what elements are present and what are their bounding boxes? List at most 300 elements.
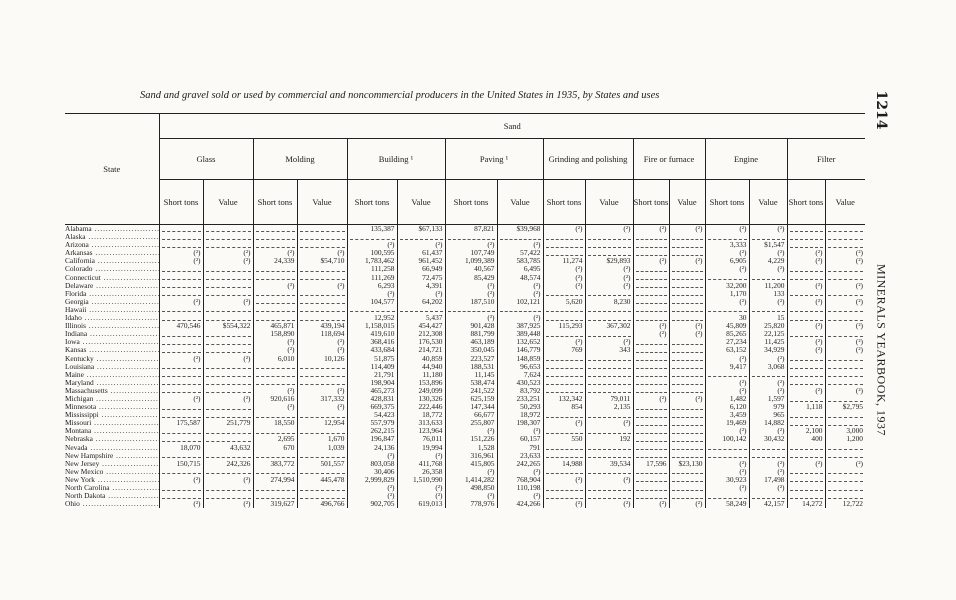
data-cell <box>159 241 203 249</box>
data-cell: 233,251 <box>497 395 543 403</box>
data-cell: 100,595 <box>347 249 397 257</box>
table-row <box>65 468 865 476</box>
data-cell <box>705 492 749 500</box>
data-cell: 2,100 <box>787 427 825 435</box>
data-cell: 15 <box>749 314 787 322</box>
data-cell: 463,189 <box>445 338 497 346</box>
data-cell: 901,428 <box>445 322 497 330</box>
data-cell: 58,249 <box>705 500 749 508</box>
data-cell: 87,821 <box>445 225 497 234</box>
data-cell <box>825 274 865 282</box>
data-cell: 769 <box>543 346 585 354</box>
data-cell: (²) <box>543 419 585 427</box>
state-name: Massachusetts ..... <box>65 387 159 395</box>
state-name-cell <box>65 419 159 427</box>
data-cell: 158,890 <box>253 330 297 338</box>
data-cell <box>787 290 825 298</box>
data-cell: (²) <box>705 379 749 387</box>
data-cell: 11,180 <box>397 371 445 379</box>
data-cell: (²) <box>253 338 297 346</box>
data-cell <box>825 419 865 427</box>
state-name-cell <box>65 355 159 363</box>
data-cell: (²) <box>445 468 497 476</box>
data-cell <box>669 435 705 443</box>
data-cell <box>543 233 585 241</box>
data-cell: (²) <box>749 460 787 468</box>
data-cell <box>787 476 825 484</box>
data-cell: (²) <box>497 468 543 476</box>
data-cell: 196,847 <box>347 435 397 443</box>
data-cell <box>397 233 445 241</box>
data-cell <box>787 484 825 492</box>
data-cell: 102,121 <box>497 298 543 306</box>
state-name: Florida ..... <box>65 290 159 298</box>
data-cell <box>253 306 297 314</box>
data-cell <box>749 371 787 379</box>
data-cell: 8,230 <box>585 298 633 306</box>
data-cell: 14,988 <box>543 460 585 468</box>
state-name-cell <box>65 492 159 500</box>
state-name: New York ..... <box>65 476 159 484</box>
data-cell: $2,795 <box>825 403 865 411</box>
data-cell <box>159 427 203 435</box>
data-cell: 187,510 <box>445 298 497 306</box>
use-header: Glass <box>159 139 253 180</box>
data-cell: (²) <box>585 265 633 273</box>
data-cell: (²) <box>633 500 669 508</box>
data-cell: (²) <box>497 290 543 298</box>
data-cell <box>585 249 633 257</box>
data-cell: 63,152 <box>705 346 749 354</box>
data-cell: 961,452 <box>397 257 445 265</box>
data-cell <box>633 492 669 500</box>
data-cell <box>203 338 253 346</box>
state-name: Missouri ..... <box>65 419 159 427</box>
data-cell: 6,905 <box>705 257 749 265</box>
value-header: Value <box>825 180 865 225</box>
data-cell: 1,099,389 <box>445 257 497 265</box>
state-name-cell <box>65 371 159 379</box>
data-cell: 96,653 <box>497 363 543 371</box>
state-name-cell <box>65 322 159 330</box>
sand-group-header: Sand <box>159 114 865 139</box>
data-cell <box>633 484 669 492</box>
data-cell: 34,929 <box>749 346 787 354</box>
table-row <box>65 330 865 338</box>
data-cell: 368,416 <box>347 338 397 346</box>
short-tons-header: Short tons <box>543 180 585 225</box>
data-cell: (²) <box>397 290 445 298</box>
data-cell: 1,200 <box>825 435 865 443</box>
data-cell: (²) <box>543 265 585 273</box>
state-name-cell <box>65 298 159 306</box>
data-cell: (²) <box>633 257 669 265</box>
data-cell <box>543 444 585 452</box>
data-cell: 132,652 <box>497 338 543 346</box>
value-header: Value <box>297 180 347 225</box>
data-cell: 85,265 <box>705 330 749 338</box>
table-row <box>65 257 865 265</box>
data-cell: (²) <box>705 387 749 395</box>
data-cell <box>203 330 253 338</box>
data-cell <box>825 290 865 298</box>
data-cell: (²) <box>347 241 397 249</box>
data-cell: (²) <box>825 257 865 265</box>
data-cell <box>585 387 633 395</box>
data-cell: (²) <box>749 379 787 387</box>
data-cell: 14,882 <box>749 419 787 427</box>
data-cell <box>825 363 865 371</box>
table-row <box>65 346 865 354</box>
data-cell: 6,495 <box>497 265 543 273</box>
data-cell: 114,409 <box>347 363 397 371</box>
data-cell: $39,968 <box>497 225 543 234</box>
data-cell <box>203 363 253 371</box>
data-cell: 40,859 <box>397 355 445 363</box>
data-cell: (²) <box>543 274 585 282</box>
data-cell: 2,695 <box>253 435 297 443</box>
data-cell: 135,387 <box>347 225 397 234</box>
data-cell <box>633 435 669 443</box>
table-row <box>65 306 865 314</box>
data-cell: 1,510,990 <box>397 476 445 484</box>
state-name: Minnesota ..... <box>65 403 159 411</box>
data-cell: 198,307 <box>497 419 543 427</box>
state-name-cell <box>65 387 159 395</box>
data-cell: (²) <box>397 492 445 500</box>
data-cell: 40,567 <box>445 265 497 273</box>
state-name: Illinois ..... <box>65 322 159 330</box>
data-cell: 669,375 <box>347 403 397 411</box>
data-cell: 130,326 <box>397 395 445 403</box>
data-cell <box>297 484 347 492</box>
data-cell: 223,527 <box>445 355 497 363</box>
data-cell <box>297 290 347 298</box>
data-cell <box>159 338 203 346</box>
data-cell: 1,482 <box>705 395 749 403</box>
data-cell <box>159 274 203 282</box>
state-name: Nebraska ..... <box>65 435 159 443</box>
data-cell <box>543 468 585 476</box>
state-name: Kentucky ..... <box>65 355 159 363</box>
data-cell <box>203 371 253 379</box>
data-cell <box>787 330 825 338</box>
data-cell: (²) <box>297 387 347 395</box>
data-cell <box>585 363 633 371</box>
data-cell: 104,577 <box>347 298 397 306</box>
data-cell: 3,333 <box>705 241 749 249</box>
data-cell <box>297 363 347 371</box>
data-cell: 11,200 <box>749 282 787 290</box>
data-cell <box>297 452 347 460</box>
data-cell: (²) <box>749 468 787 476</box>
data-cell <box>633 274 669 282</box>
data-cell: 146,779 <box>497 346 543 354</box>
data-cell <box>669 363 705 371</box>
data-cell <box>297 468 347 476</box>
table-row <box>65 492 865 500</box>
data-cell <box>825 468 865 476</box>
data-cell: 1,670 <box>297 435 347 443</box>
data-cell <box>669 249 705 257</box>
data-cell: 1,597 <box>749 395 787 403</box>
table-row <box>65 500 865 508</box>
data-cell <box>669 403 705 411</box>
data-cell <box>669 306 705 314</box>
data-cell <box>203 306 253 314</box>
value-header: Value <box>669 180 705 225</box>
data-cell: (²) <box>159 355 203 363</box>
data-cell <box>159 452 203 460</box>
state-name-cell <box>65 338 159 346</box>
data-cell: (²) <box>705 460 749 468</box>
data-cell <box>669 274 705 282</box>
data-cell <box>347 306 397 314</box>
data-cell: (²) <box>445 290 497 298</box>
data-cell <box>159 363 203 371</box>
data-cell: (²) <box>203 257 253 265</box>
state-name-cell <box>65 346 159 354</box>
data-cell <box>585 379 633 387</box>
data-cell: (²) <box>705 427 749 435</box>
data-cell <box>705 233 749 241</box>
data-cell: 24,136 <box>347 444 397 452</box>
data-cell <box>787 306 825 314</box>
table-row <box>65 274 865 282</box>
data-cell <box>203 379 253 387</box>
data-cell: (²) <box>787 257 825 265</box>
data-cell: (²) <box>787 282 825 290</box>
data-cell: (²) <box>253 387 297 395</box>
state-name: North Dakota ..... <box>65 492 159 500</box>
state-name-cell <box>65 233 159 241</box>
data-cell: 118,694 <box>297 330 347 338</box>
data-cell: 498,850 <box>445 484 497 492</box>
state-name: Michigan ..... <box>65 395 159 403</box>
data-cell <box>203 290 253 298</box>
data-cell <box>253 411 297 419</box>
data-cell <box>825 355 865 363</box>
data-cell <box>633 476 669 484</box>
data-cell: 76,011 <box>397 435 445 443</box>
data-cell: (²) <box>749 484 787 492</box>
data-cell: 319,627 <box>253 500 297 508</box>
data-cell <box>585 452 633 460</box>
data-cell <box>297 306 347 314</box>
data-cell: 778,976 <box>445 500 497 508</box>
data-cell <box>669 452 705 460</box>
data-cell <box>669 290 705 298</box>
data-cell <box>203 274 253 282</box>
data-cell: (²) <box>347 290 397 298</box>
data-cell <box>253 484 297 492</box>
data-cell: 100,142 <box>705 435 749 443</box>
data-cell <box>705 444 749 452</box>
data-cell: 10,126 <box>297 355 347 363</box>
data-cell: (²) <box>585 419 633 427</box>
data-cell: 465,273 <box>347 387 397 395</box>
data-cell: (²) <box>253 346 297 354</box>
data-cell <box>585 306 633 314</box>
table-row <box>65 484 865 492</box>
use-header: Filter <box>787 139 865 180</box>
data-cell: (²) <box>705 484 749 492</box>
data-cell: (²) <box>585 338 633 346</box>
data-cell <box>669 371 705 379</box>
data-cell: 5,620 <box>543 298 585 306</box>
data-cell: (²) <box>585 282 633 290</box>
state-name: Mississippi ..... <box>65 411 159 419</box>
data-cell <box>203 265 253 273</box>
data-cell: (²) <box>633 330 669 338</box>
data-cell <box>585 411 633 419</box>
data-cell: 262,215 <box>347 427 397 435</box>
data-cell: 18,070 <box>159 444 203 452</box>
data-cell <box>253 241 297 249</box>
state-name-cell <box>65 225 159 234</box>
data-cell: (²) <box>669 225 705 234</box>
data-cell <box>633 468 669 476</box>
data-cell: (²) <box>497 241 543 249</box>
table-row <box>65 282 865 290</box>
data-cell: (²) <box>253 249 297 257</box>
data-cell <box>543 314 585 322</box>
data-cell: 25,820 <box>749 322 787 330</box>
state-name-cell <box>65 306 159 314</box>
state-header: State <box>65 114 159 225</box>
data-cell: (²) <box>749 387 787 395</box>
data-cell <box>633 444 669 452</box>
data-cell <box>497 233 543 241</box>
data-cell <box>633 371 669 379</box>
data-cell: (²) <box>749 427 787 435</box>
state-name-cell <box>65 265 159 273</box>
data-cell: 45,809 <box>705 322 749 330</box>
table-row <box>65 298 865 306</box>
data-cell: 625,159 <box>445 395 497 403</box>
data-cell: 115,293 <box>543 322 585 330</box>
data-cell <box>159 346 203 354</box>
data-cell: 18,550 <box>253 419 297 427</box>
state-name: Indiana ..... <box>65 330 159 338</box>
data-cell <box>749 492 787 500</box>
data-cell <box>633 379 669 387</box>
data-cell: (²) <box>825 387 865 395</box>
state-name-cell <box>65 403 159 411</box>
data-cell <box>825 265 865 273</box>
data-cell <box>705 306 749 314</box>
data-cell: (²) <box>543 476 585 484</box>
data-cell: (²) <box>445 427 497 435</box>
state-name: New Jersey ..... <box>65 460 159 468</box>
data-cell: (²) <box>497 492 543 500</box>
data-cell: 110,198 <box>497 484 543 492</box>
data-cell: 22,125 <box>749 330 787 338</box>
state-name: Delaware ..... <box>65 282 159 290</box>
data-cell <box>159 290 203 298</box>
state-name: New Hampshire ..... <box>65 452 159 460</box>
data-cell: 550 <box>543 435 585 443</box>
data-cell: (²) <box>705 225 749 234</box>
state-name-cell <box>65 330 159 338</box>
data-cell: $54,710 <box>297 257 347 265</box>
data-cell: 1,118 <box>787 403 825 411</box>
data-cell <box>825 395 865 403</box>
data-cell <box>787 314 825 322</box>
data-cell: (²) <box>825 346 865 354</box>
data-cell: 343 <box>585 346 633 354</box>
data-cell <box>669 338 705 346</box>
value-header: Value <box>497 180 543 225</box>
use-header: Building ¹ <box>347 139 445 180</box>
data-cell: 383,772 <box>253 460 297 468</box>
data-cell: 854 <box>543 403 585 411</box>
state-name-cell <box>65 395 159 403</box>
data-cell <box>159 403 203 411</box>
data-cell <box>159 265 203 273</box>
data-cell <box>749 306 787 314</box>
data-cell: 3,459 <box>705 411 749 419</box>
data-cell: 12,722 <box>825 500 865 508</box>
data-cell <box>633 355 669 363</box>
data-cell: 389,448 <box>497 330 543 338</box>
data-cell <box>633 411 669 419</box>
table-row <box>65 225 865 234</box>
data-cell: (²) <box>253 403 297 411</box>
value-header: Value <box>203 180 253 225</box>
data-cell <box>159 233 203 241</box>
data-cell <box>787 233 825 241</box>
data-cell: (²) <box>705 265 749 273</box>
data-cell <box>253 233 297 241</box>
data-cell: (²) <box>159 500 203 508</box>
data-cell: 501,557 <box>297 460 347 468</box>
table-row <box>65 322 865 330</box>
table-row <box>65 379 865 387</box>
data-cell: 242,326 <box>203 460 253 468</box>
data-cell <box>825 484 865 492</box>
data-cell: 111,258 <box>347 265 397 273</box>
data-cell <box>633 419 669 427</box>
data-cell: (²) <box>445 241 497 249</box>
data-cell <box>669 427 705 435</box>
data-cell: 251,779 <box>203 419 253 427</box>
data-cell: (²) <box>497 282 543 290</box>
data-cell <box>669 241 705 249</box>
data-cell: (²) <box>787 249 825 257</box>
data-cell: (²) <box>749 249 787 257</box>
state-name: Maryland ..... <box>65 379 159 387</box>
data-cell <box>543 355 585 363</box>
data-cell <box>585 371 633 379</box>
data-cell: 85,429 <box>445 274 497 282</box>
data-cell <box>749 452 787 460</box>
data-cell <box>669 484 705 492</box>
data-cell <box>585 484 633 492</box>
data-cell: 17,596 <box>633 460 669 468</box>
data-cell <box>787 419 825 427</box>
data-cell: 1,783,462 <box>347 257 397 265</box>
data-cell: (²) <box>297 249 347 257</box>
data-cell: 123,964 <box>397 427 445 435</box>
state-name-cell <box>65 363 159 371</box>
data-cell: (²) <box>397 452 445 460</box>
data-cell: (²) <box>445 282 497 290</box>
data-cell: 803,058 <box>347 460 397 468</box>
data-cell <box>203 492 253 500</box>
data-cell <box>253 274 297 282</box>
data-cell <box>787 355 825 363</box>
